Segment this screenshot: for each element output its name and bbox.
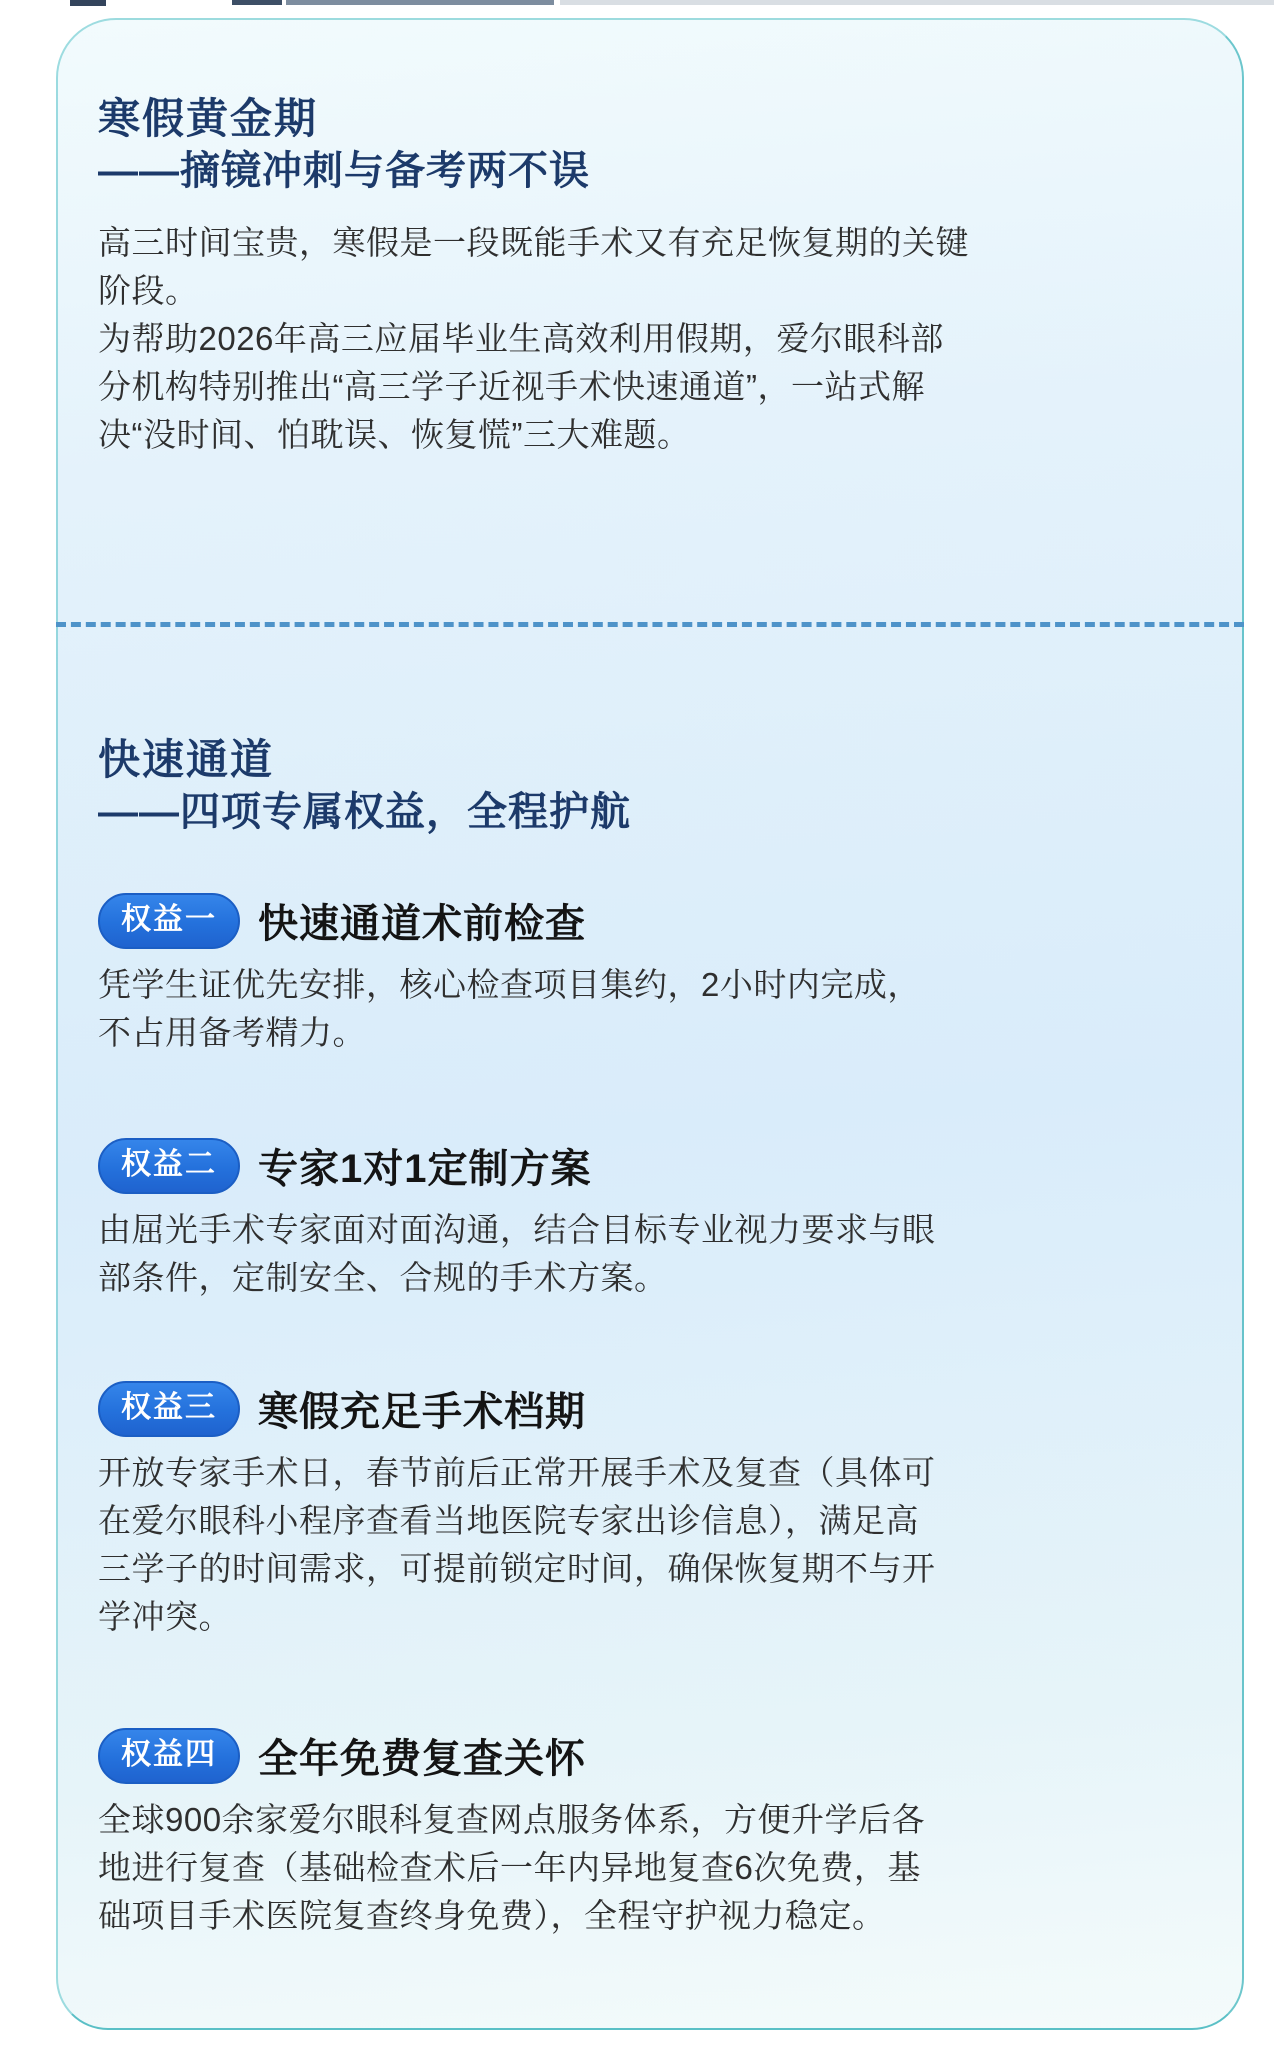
section1-subtitle: ——摘镜冲刺与备考两不误 [98, 149, 590, 193]
section1-paragraphs [98, 219, 1202, 459]
paragraph-line: 开放专家手术日，春节前后正常开展手术及复查（具体可 [98, 1454, 936, 1491]
benefit-badge: 权益三 [98, 1381, 240, 1437]
benefit-body [98, 961, 1202, 1057]
section1-title: 寒假黄金期 [98, 95, 319, 142]
benefit-item-2 [98, 1137, 1202, 1302]
section2-subtitle: ——四项专属权益，全程护航 [98, 790, 631, 834]
benefit-title: 寒假充足手术档期 [258, 1390, 586, 1434]
benefit-badge: 权益一 [98, 893, 240, 949]
cropped-content-remnant [560, 0, 1274, 5]
benefit-badge: 权益四 [98, 1728, 240, 1784]
benefit-body [98, 1206, 1202, 1302]
dashed-divider [56, 622, 1244, 627]
benefit-item-4 [98, 1727, 1202, 1940]
benefit-title: 专家1对1定制方案 [258, 1147, 592, 1191]
paragraph-line: 分机构特别推出“高三学子近视手术快速通道”，一站式解 [98, 368, 925, 405]
benefit-badge: 权益二 [98, 1138, 240, 1194]
cropped-content-remnant [70, 0, 106, 6]
benefit-title: 快速通道术前检查 [258, 902, 586, 946]
paragraph-line: 凭学生证优先安排，核心检查项目集约，2小时内完成， [98, 966, 921, 1003]
benefit-header [98, 1727, 1202, 1784]
benefit-header [98, 892, 1202, 949]
paragraph-line: 三学子的时间需求，可提前锁定时间，确保恢复期不与开 [98, 1550, 936, 1587]
paragraph-line: 在爱尔眼科小程序查看当地医院专家出诊信息），满足高 [98, 1502, 919, 1539]
paragraph-line: 决“没时间、怕耽误、恢复慌”三大难题。 [98, 416, 691, 453]
paragraph-line: 础项目手术医院复查终身免费），全程守护视力稳定。 [98, 1897, 886, 1934]
paragraph-line: 部条件，定制安全、合规的手术方案。 [98, 1259, 668, 1296]
paragraph-line: 全球900余家爱尔眼科复查网点服务体系，方便升学后各 [98, 1801, 926, 1838]
paragraph-line: 阶段。 [98, 272, 199, 309]
paragraph-line: 学冲突。 [98, 1598, 232, 1635]
promo-card [56, 18, 1244, 2030]
benefit-body [98, 1449, 1202, 1641]
benefit-header [98, 1137, 1202, 1194]
benefit-item-1 [98, 892, 1202, 1057]
cropped-content-remnant [232, 0, 282, 5]
benefit-body [98, 1796, 1202, 1940]
benefit-title: 全年免费复查关怀 [258, 1737, 586, 1781]
paragraph-line: 由屈光手术专家面对面沟通，结合目标专业视力要求与眼 [98, 1211, 936, 1248]
cropped-content-remnant [286, 0, 554, 5]
paragraph-line: 高三时间宝贵，寒假是一段既能手术又有充足恢复期的关键 [98, 224, 969, 261]
paragraph-line: 地进行复查（基础检查术后一年内异地复查6次免费，基 [98, 1849, 921, 1886]
paragraph-line: 为帮助2026年高三应届毕业生高效利用假期，爱尔眼科部 [98, 320, 944, 357]
section2-title: 快速通道 [98, 736, 275, 783]
benefit-item-3 [98, 1380, 1202, 1641]
section2-header [98, 733, 1202, 838]
paragraph-line: 不占用备考精力。 [98, 1014, 366, 1051]
benefit-header [98, 1380, 1202, 1437]
